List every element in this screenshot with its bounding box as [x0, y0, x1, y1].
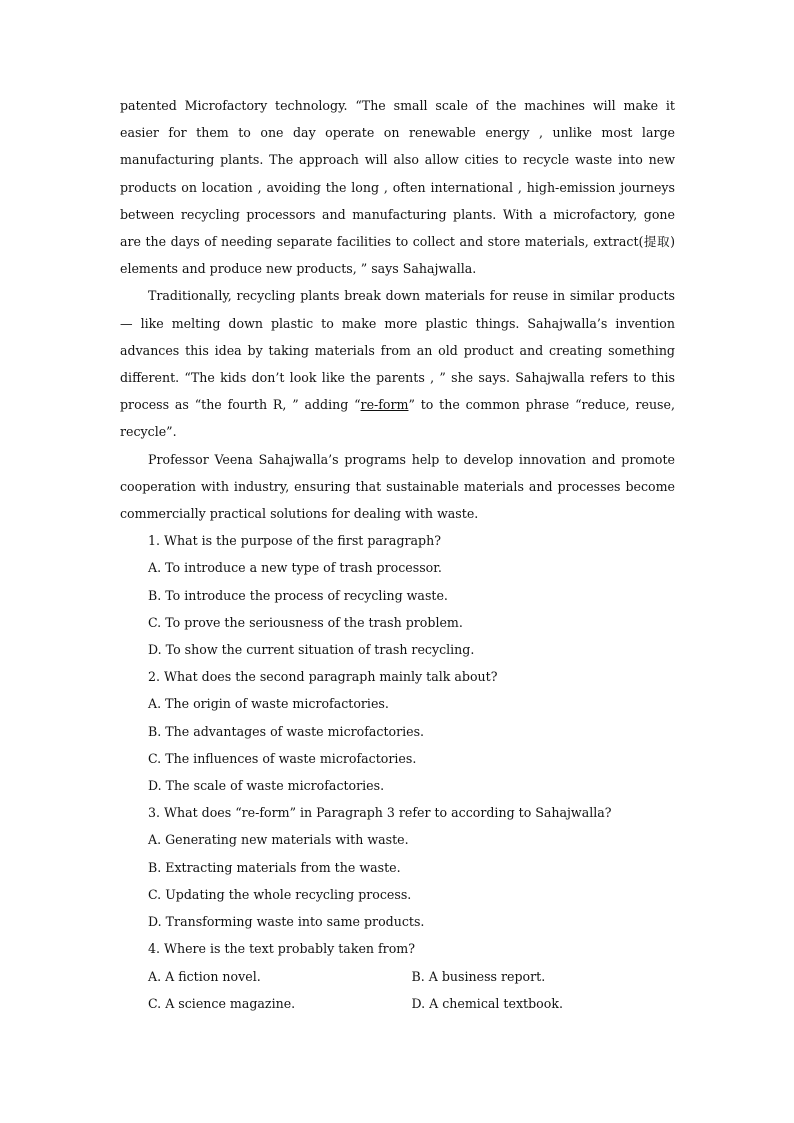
question-4-option-c: C. A science magazine.: [148, 995, 296, 1011]
question-2-option-b: B. The advantages of waste microfactories.: [148, 723, 425, 739]
question-4-option-a: A. A fiction novel.: [148, 968, 261, 984]
question-2-option-d: D. The scale of waste microfactories.: [148, 778, 385, 794]
question-2-option-a: A. The origin of waste microfactories.: [148, 696, 389, 712]
question-1-option-c: C. To prove the seriousness of the trash problem.: [148, 614, 463, 630]
passage-paragraph-1: patented Microfactory technology. “The small scale of the machines will make it easier for them to one day operate on renewable energy , unlike most large manufacturing plants. The approach will also allow cities to recycle waste into new products on location , avoiding the long , often international , high-emission journeys between recycling processors and manufacturing plants. With a microfactory, gone are the days of needing separate facilities to collect and store materials, extract(提取) elements and produce new products, ” says Sahajwalla.: [120, 98, 675, 277]
question-1-stem: 1. What is the purpose of the first paragraph?: [148, 533, 441, 549]
question-4-option-b: B. A business report.: [411, 968, 546, 984]
question-4-option-d: D. A chemical textbook.: [411, 995, 563, 1011]
question-1-option-b: B. To introduce the process of recycling waste.: [148, 587, 448, 603]
question-3-option-a: A. Generating new materials with waste.: [148, 832, 409, 848]
question-3-option-c: C. Updating the whole recycling process.: [148, 886, 412, 902]
paragraph-2-text-start: Traditionally, recycling plants break down materials for reuse in similar products — like melting down plastic to make more plastic things. Sahajwalla’s invention advances this idea by taking materials from an old product and creating something different. “The kids don’t look like the parents , ” she says. Sahajwalla refers to this process as “the fourth R, ” adding “: [120, 288, 675, 413]
question-4-options-row-2: [120, 990, 675, 1017]
question-4-options-row-1: [120, 963, 675, 990]
passage-paragraph-3: Professor Veena Sahajwalla’s programs help to develop innovation and promote cooperation with industry, ensuring that sustainable materials and processes become commercially practical solutions for dealing with waste.: [120, 451, 675, 522]
question-1-option-a: A. To introduce a new type of trash processor.: [148, 560, 442, 576]
question-3-option-b: B. Extracting materials from the waste.: [148, 859, 401, 875]
question-2-option-c: C. The influences of waste microfactories.: [148, 750, 417, 766]
question-1-option-d: D. To show the current situation of trash recycling.: [148, 642, 475, 658]
document-page: [120, 92, 675, 1017]
passage-paragraph-2: [120, 282, 675, 445]
question-3-option-d: D. Transforming waste into same products.: [148, 914, 425, 930]
question-4-stem: 4. Where is the text probably taken from?: [148, 941, 415, 957]
re-form-underlined-term: re-form: [360, 397, 409, 413]
paragraph-2-text-end: ” to the common phrase “reduce, reuse, recycle”.: [120, 397, 675, 440]
question-2-stem: 2. What does the second paragraph mainly talk about?: [148, 669, 498, 685]
question-3-stem: 3. What does “re-form” in Paragraph 3 refer to according to Sahajwalla?: [148, 805, 612, 821]
